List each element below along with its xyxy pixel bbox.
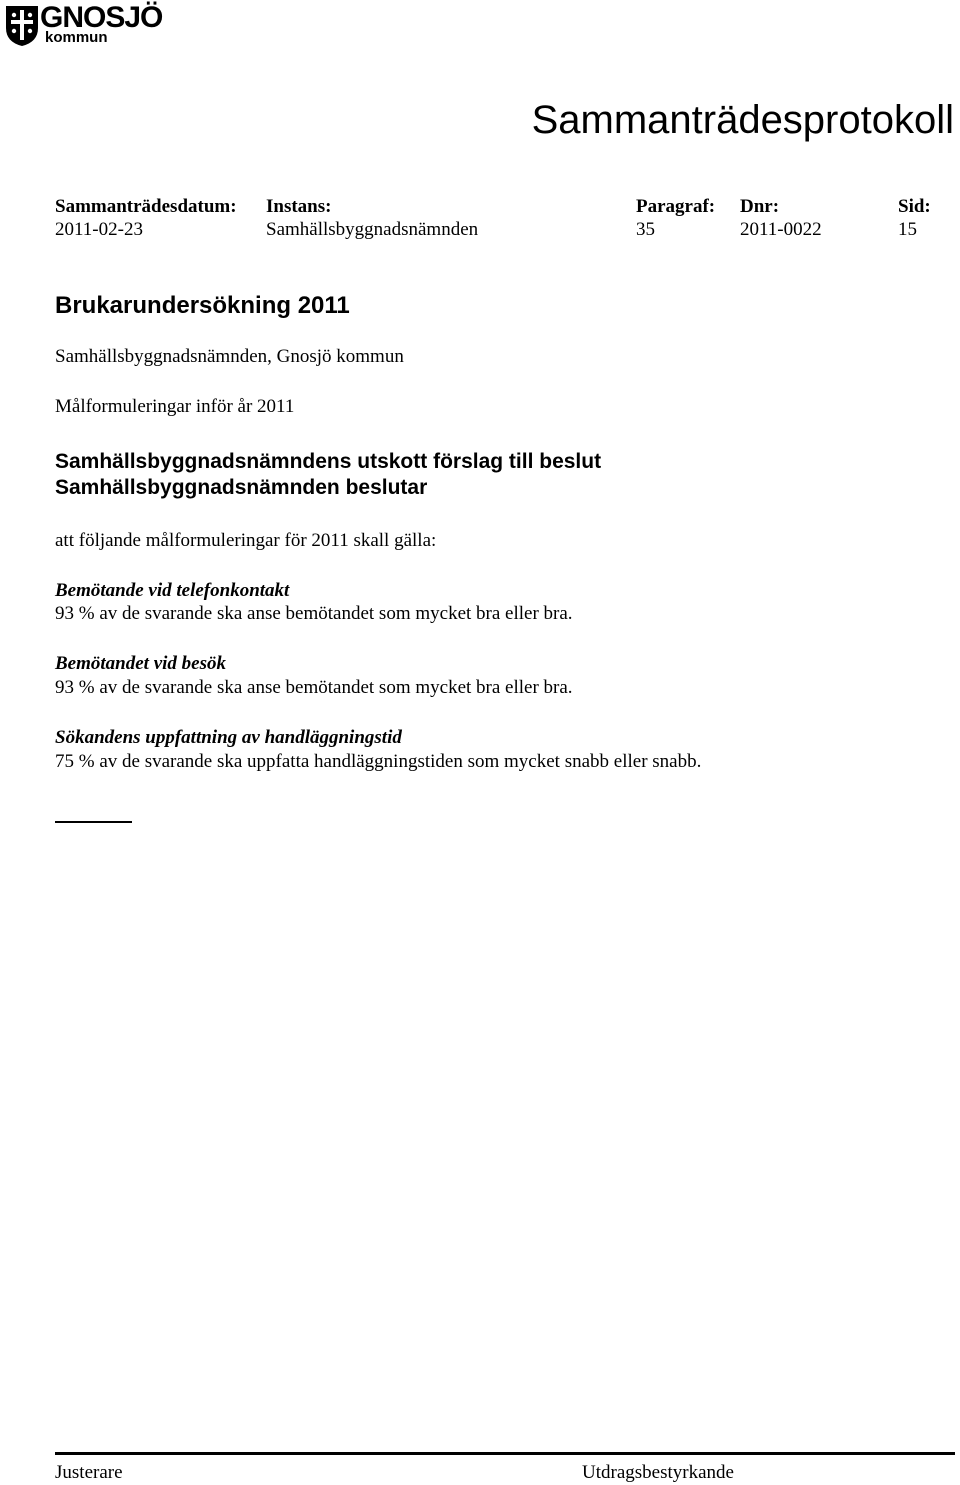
logo-wordmark: GNOSJÖ bbox=[40, 1, 163, 34]
goal-text: 93 % av de svarande ska anse bemötandet som mycket bra eller bra. bbox=[55, 603, 573, 624]
goal-title: Sökandens uppfattning av handläggningstid bbox=[55, 727, 402, 748]
instans-value: Samhällsbyggnadsnämnden bbox=[266, 219, 479, 240]
decides-heading: Samhällsbyggnadsnämnden beslutar bbox=[55, 476, 428, 499]
end-divider bbox=[55, 821, 132, 823]
instans-label: Instans: bbox=[266, 196, 332, 217]
sid-label: Sid: bbox=[898, 196, 931, 217]
justerare-label: Justerare bbox=[55, 1462, 123, 1483]
paragraf-value: 35 bbox=[636, 219, 655, 240]
dnr-label: Dnr: bbox=[740, 196, 780, 217]
utdragsbestyrkande-label: Utdragsbestyrkande bbox=[582, 1462, 734, 1483]
municipality-crest-icon bbox=[2, 2, 42, 48]
section-heading: Brukarundersökning 2011 bbox=[55, 292, 350, 319]
proposal-heading: Samhällsbyggnadsnämndens utskott förslag till beslut bbox=[55, 450, 602, 473]
meeting-date-value: 2011-02-23 bbox=[55, 219, 143, 240]
decision-intro: att följande målformuleringar för 2011 skall gälla: bbox=[55, 530, 437, 551]
logo-subtitle: kommun bbox=[45, 29, 108, 46]
goal-title: Bemötande vid telefonkontakt bbox=[55, 580, 290, 601]
footer-divider bbox=[55, 1452, 955, 1455]
page-title: Sammanträdesprotokoll bbox=[531, 98, 954, 142]
sid-value: 15 bbox=[898, 219, 917, 240]
paragraf-label: Paragraf: bbox=[636, 196, 716, 217]
goals-line: Målformuleringar inför år 2011 bbox=[55, 396, 295, 417]
meeting-date-label: Sammanträdesdatum: bbox=[55, 196, 237, 217]
org-line: Samhällsbyggnadsnämnden, Gnosjö kommun bbox=[55, 346, 404, 367]
goal-title: Bemötandet vid besök bbox=[55, 653, 226, 674]
goal-text: 75 % av de svarande ska uppfatta handläggningstiden som mycket snabb eller snabb. bbox=[55, 751, 702, 772]
goal-text: 93 % av de svarande ska anse bemötandet som mycket bra eller bra. bbox=[55, 677, 573, 698]
dnr-value: 2011-0022 bbox=[740, 219, 822, 240]
